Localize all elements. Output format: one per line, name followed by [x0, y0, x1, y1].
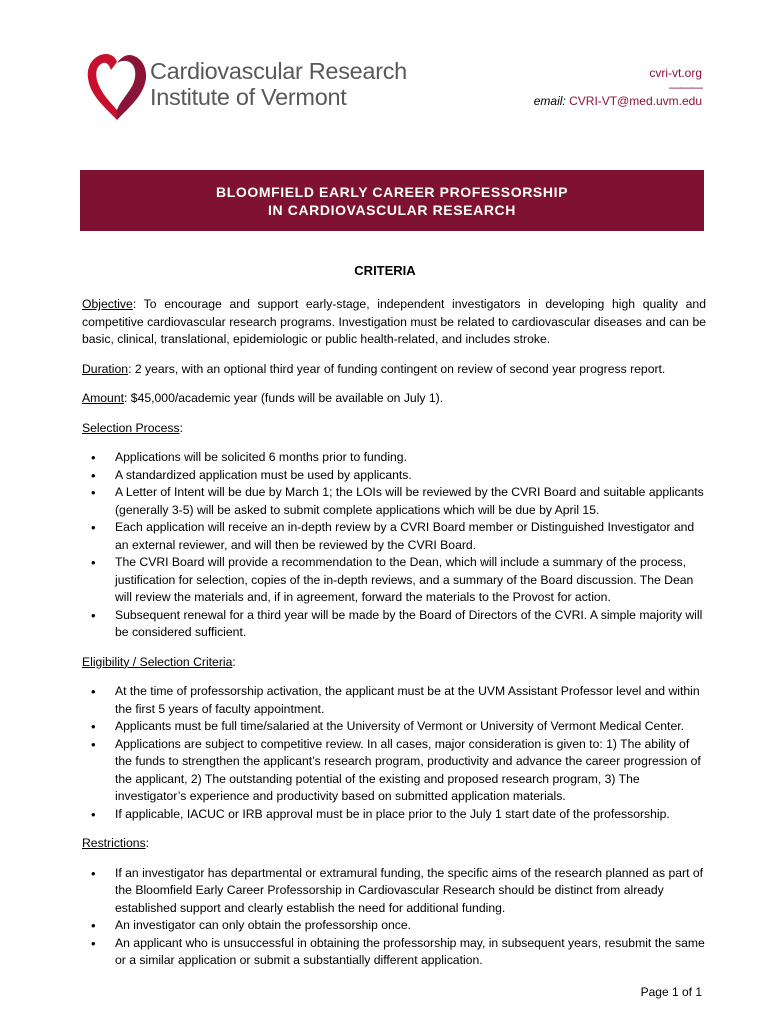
website-link[interactable]: cvri-vt.org [649, 66, 702, 80]
amount-paragraph [82, 390, 706, 408]
logo-text [150, 58, 407, 110]
logo-line-1: Cardiovascular Research [150, 58, 407, 84]
amount-label: Amount [82, 391, 125, 405]
restrictions-heading [82, 835, 706, 853]
title-banner [80, 170, 704, 231]
selection-list [82, 449, 706, 642]
page-number: Page 1 of 1 [640, 985, 702, 999]
duration-paragraph [82, 361, 706, 379]
objective-label: Objective [82, 297, 133, 311]
list-item: • If an investigator has departmental or extramural funding, the specific aims of the research planned as part of the Bloomfield Early Career Professorship in Cardiovascular Research should be distinct from already established support and clearly establish the need for additional funding. [82, 865, 706, 918]
list-item: • The CVRI Board will provide a recommendation to the Dean, which will include a summary of the process, justification for selection, copies of the in-depth reviews, and a summary of the Board discussion. The Dean will review the materials and, if in agreement, forward the materials to the Provost for action. [82, 554, 706, 607]
contact-info [534, 66, 702, 108]
restrictions-list [82, 865, 706, 970]
list-item: • Each application will receive an in-depth review by a CVRI Board member or Distinguished Investigator and an external reviewer, and will then be reviewed by the CVRI Board. [82, 519, 706, 554]
eligibility-list [82, 683, 706, 823]
document-body [82, 296, 706, 982]
eligibility-colon: : [232, 654, 236, 669]
banner-line-1: BLOOMFIELD EARLY CAREER PROFESSORSHIP [215, 184, 569, 200]
email-link[interactable]: CVRI-VT@med.uvm.edu [569, 94, 702, 108]
email-label: email: [533, 94, 566, 108]
duration-text: : 2 years, with an optional third year of funding contingent on review of second year progress report. [128, 361, 666, 376]
list-item: • An applicant who is unsuccessful in obtaining the professorship may, in subsequent years, resubmit the same or a similar application or submit a substantially different application. [82, 935, 706, 970]
objective-text: : To encourage and support early-stage, independent investigators in developing high quality and competitive cardiovascular research programs. Investigation must be related to cardiovascular diseases and can be basic, clinical, translational, epidemiologic or public health-related, and includes stroke. [82, 297, 706, 346]
restrictions-label: Restrictions [82, 836, 146, 850]
list-item: • If applicable, IACUC or IRB approval must be in place prior to the July 1 start date of the professorship. [82, 806, 706, 824]
cvri-logo [84, 50, 414, 122]
list-item: • Applications will be solicited 6 months prior to funding. [82, 449, 706, 467]
banner-line-2: IN CARDIOVASCULAR RESEARCH [268, 202, 516, 218]
eligibility-label: Eligibility / Selection Criteria [82, 654, 233, 669]
list-item: • Subsequent renewal for a third year will be made by the Board of Directors of the CVRI. A simple majority will be considered sufficient. [82, 607, 706, 642]
duration-label: Duration [82, 361, 129, 376]
contact-divider: ——— [669, 80, 702, 94]
list-item: • A Letter of Intent will be due by March 1; the LOIs will be reviewed by the CVRI Board and suitable applicants (generally 3-5) will be asked to submit complete applications which will be due by April 15. [82, 484, 706, 519]
restrictions-colon: : [145, 836, 150, 850]
list-item: • Applications are subject to competitive review. In all cases, major consideration is given to: 1) The ability of the funds to strengthen the applicant’s research program, productivity and advance the career progression of the applicant, 2) The outstanding potential of the existing and proposed research program, 3) The investigator’s experience and productivity based on submitted application materials. [82, 736, 706, 806]
objective-paragraph [82, 296, 706, 349]
selection-colon: : [179, 420, 183, 435]
selection-label: Selection Process [82, 420, 180, 435]
amount-text: : $45,000/academic year (funds will be available on July 1). [124, 391, 444, 405]
heart-logo-icon [84, 50, 150, 122]
list-item: • A standardized application must be used by applicants. [82, 467, 706, 485]
list-item: • At the time of professorship activation, the applicant must be at the UVM Assistant Professor level and within the first 5 years of faculty appointment. [82, 683, 706, 718]
list-item: • Applicants must be full time/salaried at the University of Vermont or University of Vermont Medical Center. [82, 718, 706, 736]
criteria-heading: CRITERIA [354, 263, 416, 278]
eligibility-heading [82, 654, 706, 672]
logo-line-2: Institute of Vermont [150, 84, 347, 110]
email-line [534, 94, 702, 108]
list-item: • An investigator can only obtain the professorship once. [82, 917, 706, 935]
selection-heading [82, 420, 706, 438]
